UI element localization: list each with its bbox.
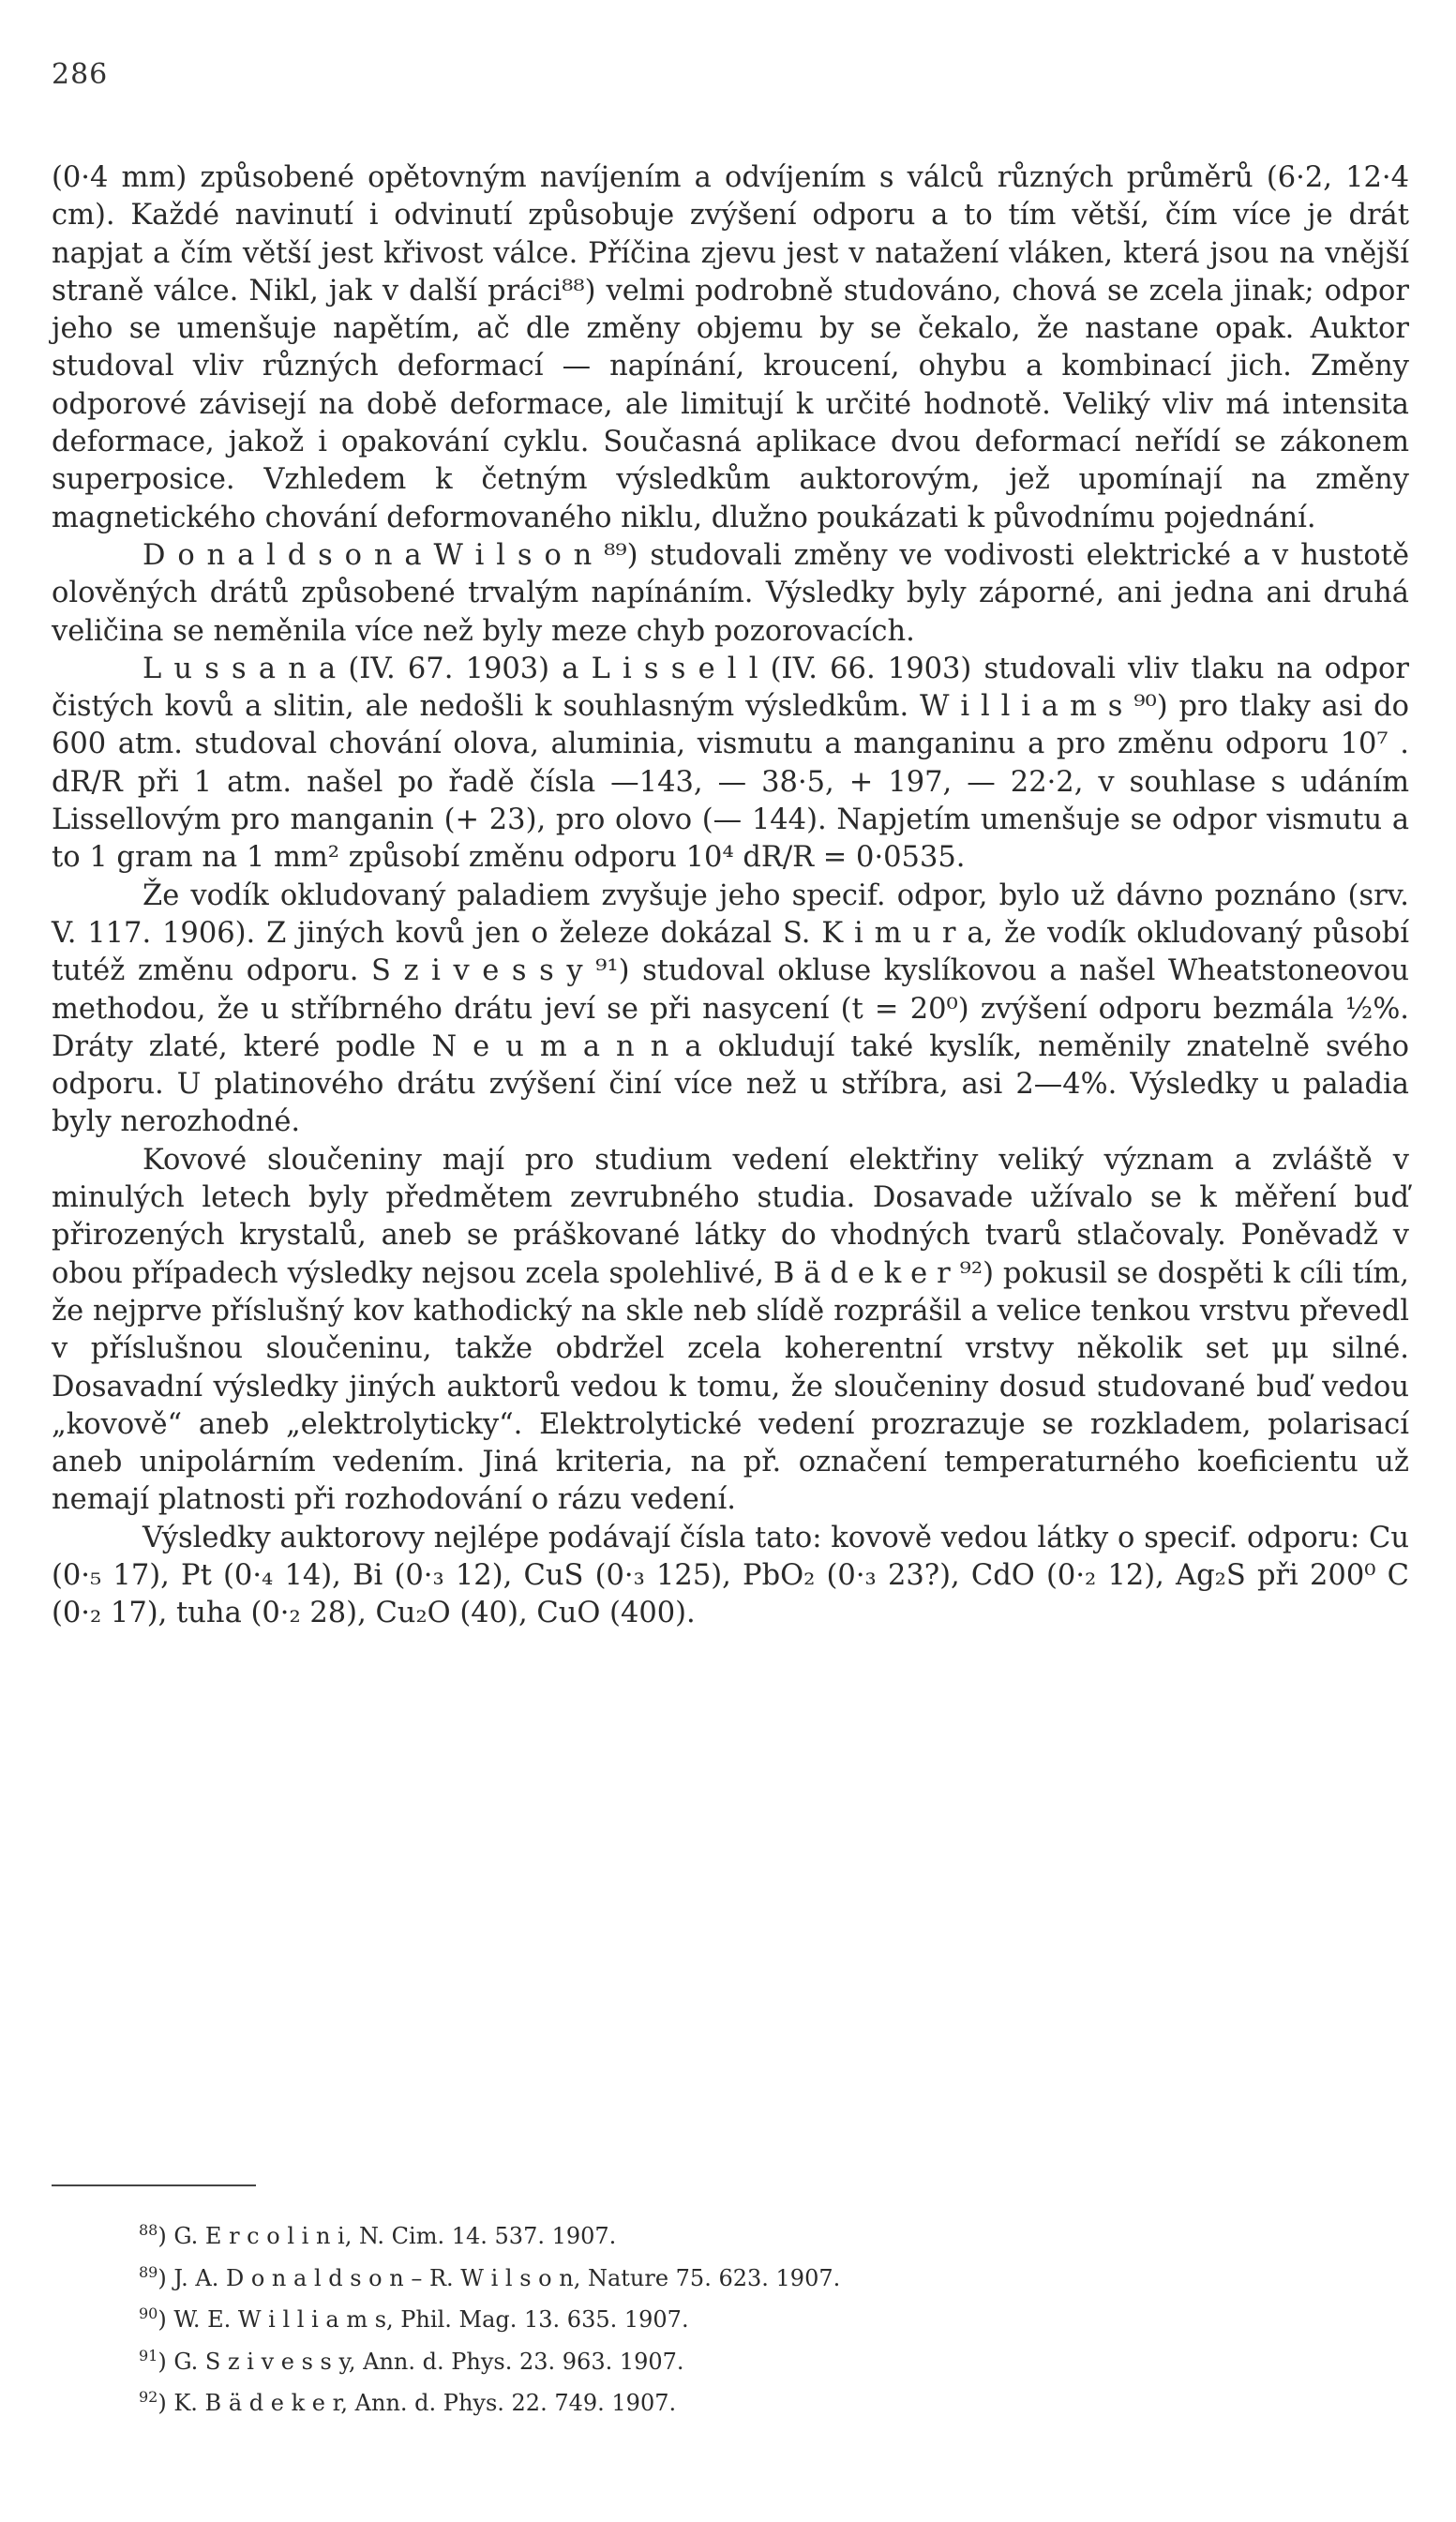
footnote-91: $^{91}$) G. S z i v e s s y, Ann. d. Phys. 23. 963. 1907.	[139, 2346, 684, 2375]
footnote-text: K. B ä d e k e r, Ann. d. Phys. 22. 749. 1907.	[173, 2390, 677, 2416]
footnote-mark: 90	[139, 2304, 158, 2322]
footnote-divider	[52, 2184, 256, 2186]
footnote-text: G. E r c o l i n i, N. Cim. 14. 537. 1907.	[173, 2223, 617, 2249]
footnote-92: $^{92}$) K. B ä d e k e r, Ann. d. Phys. 22. 749. 1907.	[139, 2388, 677, 2416]
paragraph-1: (0·4 mm) způsobené opětovným navíjením a odvíjením s válců různých průměrů (6·2, 12·4 cm). Každé navinutí i odvinutí způsobuje zvýšení odporu a to tím větší, čím více je drát napjat a čím větší jest křivost válce. Příčina zjevu jest v natažení vláken, která jsou na vnější straně válce. Nikl, jak v další práci⁸⁸) velmi podrobně studováno, chová se zcela jinak; odpor jeho se umenšuje napětím, ač dle změny objemu by se čekalo, že nastane opak. Auktor studoval vliv různých deformací — napínání, kroucení, ohybu a kombinací jich. Změny odporové závisejí na době deformace, ale limitují k určité hodnotě. Veliký vliv má intensita deformace, jakož i opakování cyklu. Současná aplikace dvou deformací neřídí se zákonem superposice. Vzhledem k četným výsledkům auktorovým, jež upomínají na změny magnetického chování deformovaného niklu, dlužno poukázati k původnímu pojednání.	[52, 161, 1409, 534]
page-number: 286	[52, 58, 109, 91]
body-text	[52, 159, 1409, 1633]
paragraph-6: Výsledky auktorovy nejlépe podávají čísla tato: kovově vedou látky o specif. odporu: Cu (0·₅ 17), Pt (0·₄ 14), Bi (0·₃ 12), CuS (0·₃ 125), PbO₂ (0·₃ 23?), CdO (0·₂ 12), Ag₂S při 200⁰ C (0·₂ 17), tuha (0·₂ 28), Cu₂O (40), CuO (400).	[52, 1521, 1409, 1630]
paragraph-2: D o n a l d s o n a W i l s o n ⁸⁹) studovali změny ve vodivosti elektrické a v hustotě olověných drátů způsobené trvalým napínáním. Výsledky byly záporné, ani jedna ani druhá veličina se neměnila více než byly meze chyb pozorovacích.	[52, 538, 1409, 648]
footnote-mark: 88	[139, 2221, 158, 2239]
footnote-89: $^{89}$) J. A. D o n a l d s o n – R. W i l s o n, Nature 75. 623. 1907.	[139, 2262, 841, 2291]
footnote-mark: 89	[139, 2262, 158, 2281]
footnote-text: G. S z i v e s s y, Ann. d. Phys. 23. 963. 1907.	[173, 2348, 684, 2375]
footnote-text: W. E. W i l l i a m s, Phil. Mag. 13. 635. 1907.	[173, 2306, 689, 2333]
paragraph-5: Kovové sloučeniny mají pro studium vedení elektřiny veliký význam a zvláště v minulých letech byly předmětem zevrubného studia. Dosavade užívalo se k měření buď přirozených krystalů, aneb se práškované látky do vhodných tvarů stlačovaly. Poněvadž v obou případech výsledky nejsou zcela spolehlivé, B ä d e k e r ⁹²) pokusil se dospěti k cíli tím, že nejprve příslušný kov kathodický na skle neb slídě rozprášil a velice tenkou vrstvu převedl v příslušnou sloučeninu, takže obdržel zcela koherentní vrstvy několik set μμ silné. Dosavadní výsledky jiných auktorů vedou k tomu, že sloučeniny dosud studované buď vedou „kovově“ aneb „elektrolyticky“. Elektrolytické vedení prozrazuje se rozkladem, polarisací aneb unipolárním vedením. Jiná kriteria, na př. označení temperaturného koeficientu už nemají platnosti při rozhodování o rázu vedení.	[52, 1143, 1409, 1517]
footnote-88: $^{88}$) G. E r c o l i n i, N. Cim. 14. 537. 1907.	[139, 2221, 617, 2249]
paragraph-3: L u s s a n a (IV. 67. 1903) a L i s s e l l (IV. 66. 1903) studovali vliv tlaku na odpor čistých kovů a slitin, ale nedošli k souhlasným výsledkům. W i l l i a m s ⁹⁰) pro tlaky asi do 600 atm. studoval chování olova, aluminia, vismutu a manganinu a pro změnu odporu 10⁷ . dR/R při 1 atm. našel po řadě čísla —143, — 38·5, + 197, — 22·2, v souhlase s udáním Lissellovým pro manganin (+ 23), pro olovo (— 144). Napjetím umenšuje se odpor vismutu a to 1 gram na 1 mm² způsobí změnu odporu 10⁴ dR/R = 0·0535.	[52, 652, 1409, 875]
footnote-text: J. A. D o n a l d s o n – R. W i l s o n, Nature 75. 623. 1907.	[173, 2264, 841, 2291]
footnote-mark: 92	[139, 2388, 158, 2406]
footnote-mark: 91	[139, 2346, 158, 2364]
footnote-90: $^{90}$) W. E. W i l l i a m s, Phil. Mag. 13. 635. 1907.	[139, 2304, 689, 2333]
paragraph-4: Že vodík okludovaný paladiem zvyšuje jeho specif. odpor, bylo už dávno poznáno (srv. V. 117. 1906). Z jiných kovů jen o železe dokázal S. K i m u r a, že vodík okludovaný působí tutéž změnu odporu. S z i v e s s y ⁹¹) studoval okluse kyslíkovou a našel Wheatstoneovou methodou, že u stříbrného drátu jeví se při nasycení (t = 20⁰) zvýšení odporu bezmála ½%. Dráty zlaté, které podle N e u m a n n a okludují také kyslík, neměnily znatelně svého odporu. U platinového drátu zvýšení činí více než u stříbra, asi 2—4%. Výsledky u paladia byly nerozhodné.	[52, 878, 1409, 1139]
footnotes	[139, 2213, 1358, 2422]
